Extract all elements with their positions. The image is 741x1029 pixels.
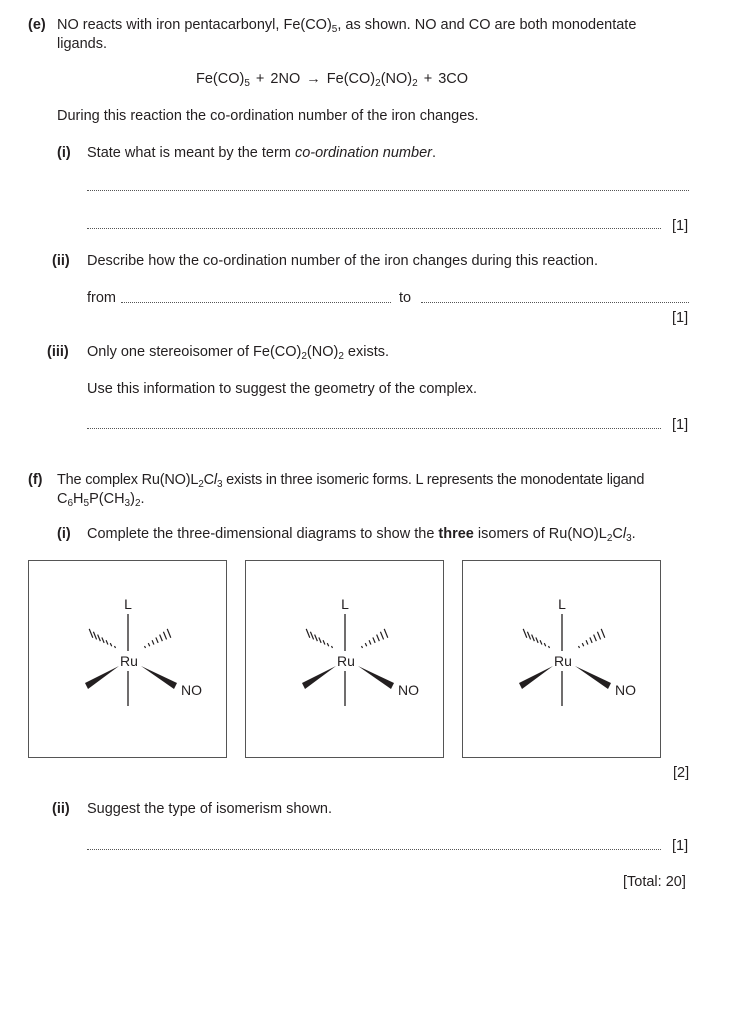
part-f-label: (f): [28, 472, 43, 488]
wedge-bond-left: [85, 666, 119, 689]
f-ii-question: Suggest the type of isomerism shown.: [87, 801, 333, 817]
e-iii-label: (iii): [47, 344, 69, 360]
total-marks: [Total: 20]: [623, 874, 686, 890]
isomer-diagram-box[interactable]: [245, 560, 444, 758]
answer-line[interactable]: [87, 428, 661, 429]
to-answer-line[interactable]: [421, 302, 689, 303]
mark: [2]: [673, 765, 690, 781]
e-i-label: (i): [57, 145, 71, 161]
wedge-bond-NO: [141, 666, 177, 689]
no-ligand-label: NO: [615, 682, 636, 698]
answer-line[interactable]: [87, 228, 661, 229]
to-label: to: [399, 290, 412, 306]
ru-label: Ru: [120, 653, 138, 669]
from-label: from: [87, 290, 116, 306]
e-ii-label: (ii): [52, 253, 70, 269]
mark: [1]: [672, 417, 689, 433]
wedge-bond-NO: [358, 666, 394, 689]
f-ii-label: (ii): [52, 801, 70, 817]
ligand-L-label: L: [124, 596, 132, 612]
e-iii-question: Only one stereoisomer of $Fe(CO)_2(NO)_2$ exists.: [87, 344, 390, 362]
octahedral-ru-diagram: [246, 561, 443, 757]
octahedral-ru-diagram: [29, 561, 226, 757]
hashed-bonds: [89, 629, 171, 648]
wedge-bond-left: [302, 666, 336, 689]
e-ii-question: Describe how the co-ordination number of the iron changes during this reaction.: [87, 253, 599, 269]
e-iii-instruction: Use this information to suggest the geometry of the complex.: [87, 381, 478, 397]
no-ligand-label: NO: [181, 682, 202, 698]
part-e-intro: NO reacts with iron pentacarbonyl, $Fe(CO)_5$, as shown. NO and CO are both monodentate: [57, 17, 637, 35]
hashed-bonds: [523, 629, 605, 648]
part-f-intro: The complex $Ru(NO)L_2Cl_3$ exists in three isomeric forms. L represents the monodentate ligand: [57, 472, 645, 490]
reaction-equation: $Fe(CO)_5 + 2NO \to Fe(CO)_2(NO)_2 + 3CO$: [196, 71, 469, 89]
isomer-diagram-box[interactable]: [462, 560, 661, 758]
wedge-bond-left: [519, 666, 553, 689]
ligand-L-label: L: [341, 596, 349, 612]
isomer-diagram-box[interactable]: [28, 560, 227, 758]
f-i-question: Complete the three-dimensional diagrams to show the three isomers of $Ru(NO)L_2Cl_3$.: [87, 526, 636, 544]
e-i-question: State what is meant by the term co-ordination number.: [87, 145, 436, 161]
no-ligand-label: NO: [398, 682, 419, 698]
answer-line[interactable]: [87, 190, 689, 191]
answer-line[interactable]: [87, 849, 661, 850]
ligand-formula: $C_6H_5P(CH_3)_2$.: [57, 491, 145, 509]
part-e-label: (e): [28, 17, 46, 33]
mark: [1]: [672, 218, 689, 234]
ru-label: Ru: [554, 653, 572, 669]
ligand-L-label: L: [558, 596, 566, 612]
mark: [1]: [672, 310, 689, 326]
mark: [1]: [672, 838, 689, 854]
statement: During this reaction the co-ordination number of the iron changes.: [57, 108, 479, 124]
hashed-bonds: [306, 629, 388, 648]
wedge-bond-NO: [575, 666, 611, 689]
part-e-intro-line2: ligands.: [57, 36, 107, 52]
ru-label: Ru: [337, 653, 355, 669]
f-i-label: (i): [57, 526, 71, 542]
from-answer-line[interactable]: [121, 302, 391, 303]
octahedral-ru-diagram: [463, 561, 660, 757]
